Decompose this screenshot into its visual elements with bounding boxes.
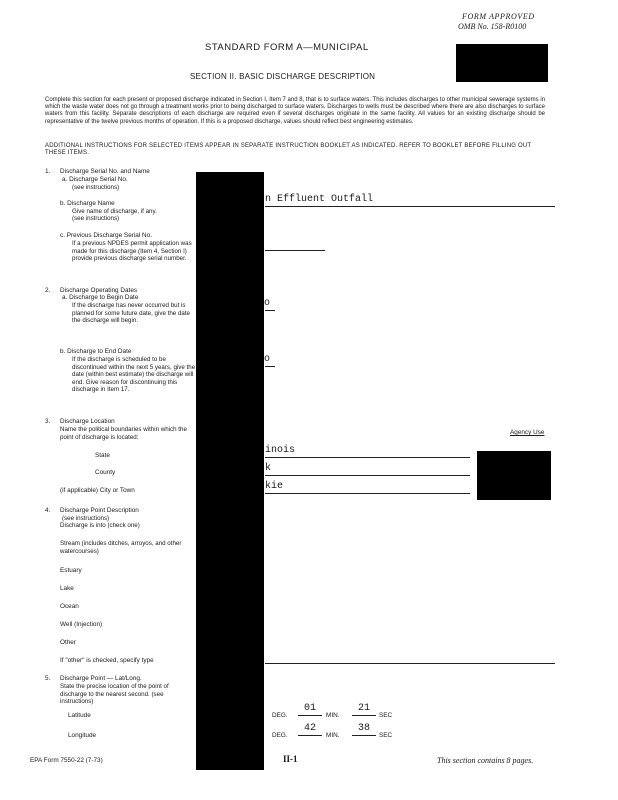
lat-min-value: 01 [304,703,317,714]
item-2-title: Discharge Operating Dates [60,287,138,294]
option-well: Well (Injection) [60,621,103,628]
city-line [265,493,470,494]
section-title: SECTION II. BASIC DISCHARGE DESCRIPTION [190,72,376,81]
item-1a-sub: (see instructions) [72,184,120,191]
item-2-number: 2. [45,287,51,294]
item-3-title: Discharge Location [60,418,115,425]
approval-line-1: FORM APPROVED [462,12,535,21]
option-lake: Lake [60,585,74,592]
item-5-title: Discharge Point — Lat/Long. [60,675,142,682]
item-1c-sub: If a previous NPDES permit application was made for this discharge (Item 4, Section I) provide previous discharge serial number. [72,240,192,263]
long-deg-label: DEG. [272,732,288,739]
lat-min-line [298,715,322,716]
item-5-sub: State the precise location of the point of discharge to the nearest second. (see instructions) [60,683,169,706]
option-other: Other [60,639,76,646]
item-1a-label: a. Discharge Serial No. [62,176,128,183]
item-4-title: Discharge Point Description [60,507,139,514]
latitude-label: Latitude [68,712,91,719]
item-2b-sub: If the discharge is scheduled to be discontinued within the next 5 years, give the date (within best estimate) the discharge will end. Give reason for discontinuing this discharge in Item 17. [72,356,196,394]
long-min-label: MIN. [326,732,340,739]
longitude-label: Longitude [68,732,97,739]
footer-page-number: II-1 [283,754,298,764]
lat-sec-line [352,715,376,716]
county-label: County [95,469,116,476]
intro-paragraph: Complete this section for each present or proposed discharge indicated in Section I, Item 7 and 8, that is to surface waters. This includes discharges to other municipal sewerage systems in which the waste water does not go through a treatment works prior to being discharged to surface waters. Discharges to wells must be described where there are also discharges to surface waters from this facility. Separate descriptions of each discharge are required even if several discharges originate in the same facility. All values for an existing discharge should be representative of the twelve previous months of operation. If this is a proposed discharge, values should reflect best engineering estimates. [45,97,545,125]
item-1b-sub1: Give name of discharge, if any. [72,208,157,215]
option-other-specify: If "other" is checked, specify type [60,657,154,664]
end-date-fragment: o [264,354,271,365]
item-2a-sub: If the discharge has never occurred but is planned for some future date, give the date the discharge will begin. [72,302,190,325]
lat-sec-label: SEC [379,712,393,719]
item-4-sub2: Discharge is into (check one) [60,522,140,529]
county-value: k [265,463,272,474]
long-sec-label: SEC [379,732,393,739]
approval-line-2: OMB No. 158-R0100 [458,22,527,31]
item-1b-label: b. Discharge Name [60,200,115,207]
long-min-line [298,735,322,736]
option-ocean: Ocean [60,603,79,610]
lat-deg-label: DEG. [272,712,288,719]
item-5-number: 5. [45,675,51,682]
footer-form-code: EPA Form 7550-22 (7-73) [30,757,103,764]
option-stream: Stream (includes ditches, arroyos, and other watercourses) [60,540,182,555]
intro-note: ADDITIONAL INSTRUCTIONS FOR SELECTED ITEMS APPEAR IN SEPARATE INSTRUCTION BOOKLET AS INDICATED. REFER TO BOOKLET BEFORE FILLING OUT THESE ITEMS. [45,143,532,157]
city-value: kie [265,481,284,492]
end-date-line [265,366,275,367]
footer-pages-note: This section contains 8 pages. [437,756,534,765]
state-line [265,457,470,458]
city-label: (if applicable) City or Town [60,487,135,494]
option-estuary: Estuary [60,567,82,574]
lat-min-label: MIN. [326,712,340,719]
item-2b-label: b. Discharge to End Date [60,348,132,355]
state-value: inois [265,445,296,456]
begin-date-line [265,310,275,311]
county-line [265,475,470,476]
agency-use-label: Agency Use [510,429,545,436]
redaction-header [456,44,548,82]
redaction-center [196,172,264,770]
other-specify-line [265,663,555,664]
discharge-name-value: n Effluent Outfall [265,194,374,205]
previous-serial-line [265,250,325,251]
discharge-name-line [265,206,555,207]
begin-date-fragment: o [264,298,271,309]
item-4-number: 4. [45,507,51,514]
long-min-value: 42 [304,723,317,734]
redaction-agency-use [477,451,551,500]
item-2a-label: a. Discharge to Begin Date [62,294,139,301]
item-3-number: 3. [45,418,51,425]
item-1b-sub2: (see instructions) [72,215,120,222]
item-4-sub1: (see instructions) [62,515,110,522]
item-3-sub: Name the political boundaries within which the point of discharge is located: [60,426,187,441]
item-1-number: 1. [45,168,51,175]
lat-sec-value: 21 [358,703,371,714]
state-label: State [95,452,110,459]
long-sec-line [352,735,376,736]
long-sec-value: 38 [358,723,371,734]
form-title: STANDARD FORM A—MUNICIPAL [205,42,369,53]
item-1c-label: c. Previous Discharge Serial No. [60,232,152,239]
item-1-title: Discharge Serial No. and Name [60,168,150,175]
